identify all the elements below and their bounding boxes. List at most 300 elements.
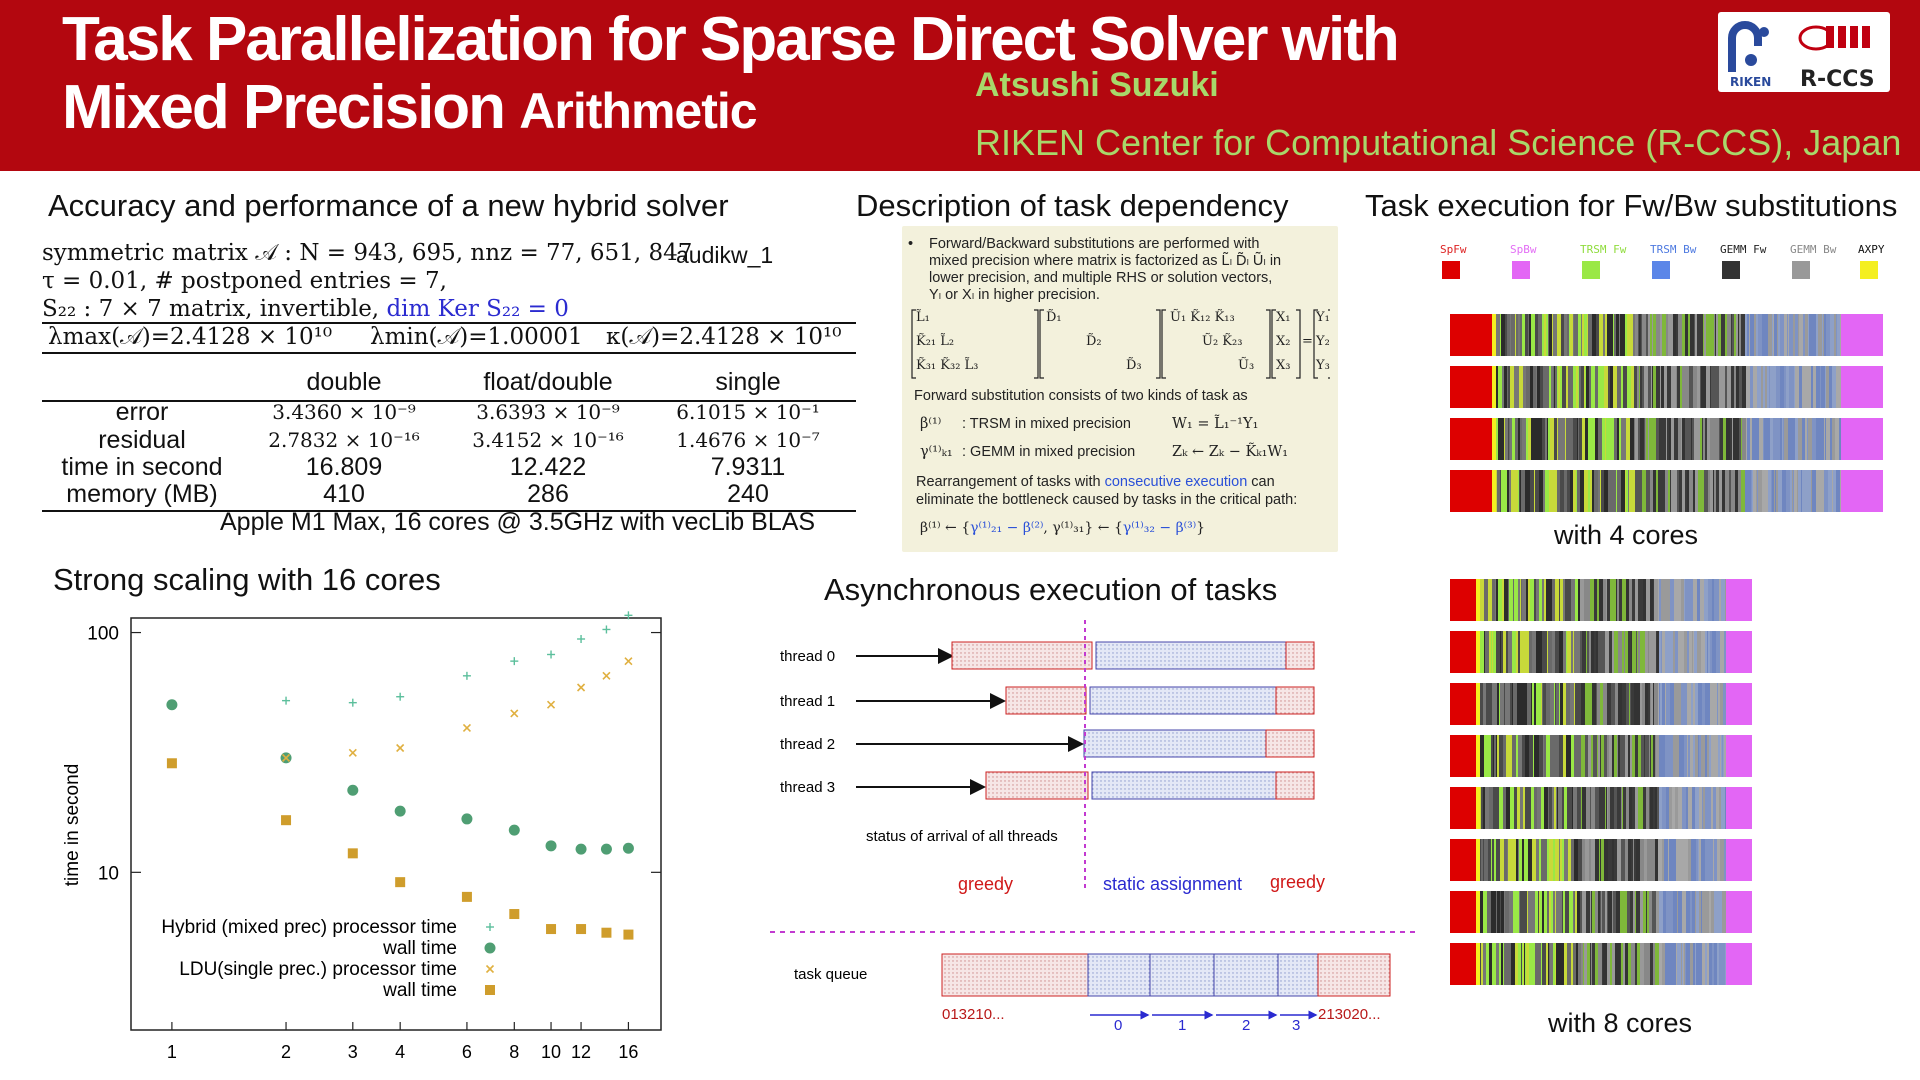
task-stripe xyxy=(1514,470,1518,512)
task-stripe xyxy=(1522,943,1523,985)
data-point-series-3 xyxy=(462,892,472,902)
task-stripe xyxy=(1602,314,1603,356)
task-stripe xyxy=(1830,418,1832,460)
task-stripe xyxy=(1601,891,1602,933)
spbw-block xyxy=(1726,891,1752,933)
task-stripe xyxy=(1731,366,1734,408)
task-stripe xyxy=(1645,735,1649,777)
task-stripe xyxy=(1526,579,1528,621)
task-stripe xyxy=(1497,470,1500,512)
task-stripe xyxy=(1566,418,1570,460)
task-stripe xyxy=(1574,314,1578,356)
task-stripe xyxy=(1570,683,1574,725)
formula-e: } xyxy=(1196,520,1206,536)
task-stripe xyxy=(1758,314,1761,356)
task-stripe xyxy=(1614,418,1617,460)
task-stripe xyxy=(1711,366,1714,408)
task-stripe xyxy=(1629,579,1632,621)
spbw-block xyxy=(1726,943,1752,985)
task-stripe xyxy=(1652,366,1653,408)
task-stripe xyxy=(1655,839,1658,881)
task-stripe xyxy=(1677,735,1679,777)
task-stripe xyxy=(1787,314,1788,356)
task-stripe xyxy=(1563,579,1565,621)
cell-memory-float: 286 xyxy=(527,480,569,508)
task-stripe xyxy=(1590,891,1591,933)
task-stripe xyxy=(1745,314,1747,356)
data-point-series-2 xyxy=(578,684,585,691)
task-stripe xyxy=(1669,943,1673,985)
task-stripe xyxy=(1637,631,1638,673)
task-stripe xyxy=(1635,943,1637,985)
task-stripe xyxy=(1480,631,1483,673)
task-stripe xyxy=(1557,470,1558,512)
task-stripe xyxy=(1518,839,1519,881)
task-stripe xyxy=(1523,891,1527,933)
task-stripe xyxy=(1629,787,1632,829)
task-stripe xyxy=(1566,366,1568,408)
task-stripe xyxy=(1537,735,1539,777)
task-stripe xyxy=(1527,683,1531,725)
task-stripe xyxy=(1509,735,1512,777)
task-stripe xyxy=(1698,683,1702,725)
task-stripe xyxy=(1704,579,1708,621)
task-stripe xyxy=(1680,366,1681,408)
task-stripe xyxy=(1549,943,1550,985)
task-stripe xyxy=(1577,418,1578,460)
task-stripe xyxy=(1822,314,1823,356)
queue-block-2 xyxy=(1214,954,1278,996)
task-stripe xyxy=(1610,891,1611,933)
task-stripe xyxy=(1618,631,1622,673)
task-stripe xyxy=(1706,314,1710,356)
task-stripe xyxy=(1623,418,1626,460)
task-stripe xyxy=(1634,418,1635,460)
rearrange-text-b: can xyxy=(1251,474,1275,490)
task-stripe xyxy=(1727,314,1731,356)
task-stripe xyxy=(1795,314,1798,356)
task-stripe xyxy=(1652,314,1653,356)
task-stripe xyxy=(1660,470,1664,512)
task-stripe xyxy=(1516,631,1518,673)
task-stripe xyxy=(1689,366,1693,408)
task-stripe xyxy=(1584,943,1587,985)
task-stripe xyxy=(1528,314,1529,356)
task-stripe xyxy=(1543,683,1545,725)
y-tick-label: 10 xyxy=(97,863,119,885)
task-stripe xyxy=(1639,366,1640,408)
task-stripe xyxy=(1501,891,1504,933)
lambda-max: λmax(𝒜)=2.4128 × 10¹⁰ xyxy=(48,324,333,350)
data-point-series-0 xyxy=(577,635,585,643)
task-stripe xyxy=(1489,683,1490,725)
task-stripe xyxy=(1549,891,1551,933)
task-stripe xyxy=(1723,839,1724,881)
task-stripe xyxy=(1816,470,1820,512)
task-stripe xyxy=(1591,891,1592,933)
task-stripe xyxy=(1560,891,1562,933)
task-stripe xyxy=(1665,470,1668,512)
task-stripe xyxy=(1614,839,1617,881)
task-stripe xyxy=(1669,839,1673,881)
task-stripe xyxy=(1548,418,1550,460)
task-stripe xyxy=(1582,839,1585,881)
task-stripe xyxy=(1723,787,1725,829)
desc-line-4: Yₗ or Xₗ in higher precision. xyxy=(929,287,1100,303)
task-stripe xyxy=(1681,735,1684,777)
task-stripe xyxy=(1654,579,1658,621)
task-stripe xyxy=(1700,579,1704,621)
task-stripe xyxy=(1497,683,1499,725)
task-stripe xyxy=(1503,943,1504,985)
task-stripe xyxy=(1525,470,1529,512)
task-stripe xyxy=(1701,366,1703,408)
task-stripe xyxy=(1722,891,1725,933)
task-stripe xyxy=(1625,943,1628,985)
task-stripe xyxy=(1544,787,1548,829)
task-stripe xyxy=(1610,943,1611,985)
task-stripe xyxy=(1652,631,1654,673)
task-stripe xyxy=(1809,470,1810,512)
task-stripe xyxy=(1533,366,1536,408)
gamma-desc: : GEMM in mixed precision xyxy=(962,444,1136,460)
task-stripe xyxy=(1539,470,1543,512)
task-stripe xyxy=(1481,943,1483,985)
task-stripe xyxy=(1648,366,1651,408)
task-stripe xyxy=(1693,943,1695,985)
task-stripe xyxy=(1690,735,1693,777)
task-stripe xyxy=(1569,787,1572,829)
spbw-block xyxy=(1726,735,1752,777)
task-stripe xyxy=(1768,470,1771,512)
task-stripe xyxy=(1632,579,1634,621)
task-stripe xyxy=(1643,579,1646,621)
task-stripe xyxy=(1649,418,1652,460)
task-stripe xyxy=(1489,631,1491,673)
task-stripe xyxy=(1602,418,1605,460)
task-stripe xyxy=(1620,891,1621,933)
task-stripe xyxy=(1506,735,1509,777)
task-stripe xyxy=(1545,839,1547,881)
task-stripe xyxy=(1666,314,1668,356)
task-stripe xyxy=(1527,891,1528,933)
task-stripe xyxy=(1525,787,1528,829)
task-stripe xyxy=(1659,683,1660,725)
task-stripe xyxy=(1791,418,1795,460)
task-stripe xyxy=(1597,579,1599,621)
task-stripe xyxy=(1700,943,1702,985)
task-stripe xyxy=(1600,891,1601,933)
task-stripe xyxy=(1717,943,1719,985)
task-stripe xyxy=(1747,418,1749,460)
x-tick-label: 2 xyxy=(281,1042,292,1062)
task-stripe xyxy=(1669,631,1673,673)
x-tick-label: 16 xyxy=(618,1042,639,1062)
task-stripe xyxy=(1706,683,1709,725)
task-stripe xyxy=(1804,366,1807,408)
task-stripe xyxy=(1798,314,1799,356)
task-stripe xyxy=(1570,418,1573,460)
task-stripe xyxy=(1746,366,1750,408)
legend-swatch-spfw xyxy=(1442,261,1460,279)
task-stripe xyxy=(1776,470,1778,512)
data-point-series-3 xyxy=(601,928,611,938)
task-stripe xyxy=(1538,683,1541,725)
task-stripe xyxy=(1681,418,1682,460)
formula-d: γ⁽¹⁾₃₂ − β⁽³⁾ xyxy=(1122,520,1197,536)
task-stripe xyxy=(1716,787,1719,829)
task-stripe xyxy=(1685,943,1686,985)
task-stripe xyxy=(1780,418,1781,460)
task-stripe xyxy=(1576,366,1578,408)
task-stripe xyxy=(1655,787,1657,829)
task-stripe xyxy=(1500,891,1501,933)
task-stripe xyxy=(1557,418,1558,460)
task-stripe xyxy=(1520,418,1522,460)
task-stripe xyxy=(1709,839,1713,881)
task-stripe xyxy=(1558,787,1562,829)
task-stripe xyxy=(1534,470,1535,512)
arrival-label: status of arrival of all threads xyxy=(866,828,1058,845)
task-stripe xyxy=(1660,683,1662,725)
beta-symbol: β⁽¹⁾ xyxy=(920,416,942,432)
axpy-block xyxy=(1492,366,1496,408)
timeline-row xyxy=(1450,314,1883,356)
task-stripe xyxy=(1718,314,1721,356)
task-stripe xyxy=(1483,839,1484,881)
task-stripe xyxy=(1682,366,1686,408)
task-stripe xyxy=(1832,366,1833,408)
task-stripe xyxy=(1583,943,1584,985)
x-tick-label: 12 xyxy=(571,1042,592,1062)
task-stripe xyxy=(1586,631,1587,673)
task-stripe xyxy=(1765,366,1767,408)
task-stripe xyxy=(1625,314,1627,356)
x-tick-label: 3 xyxy=(347,1042,358,1062)
task-stripe xyxy=(1647,839,1651,881)
task-stripe xyxy=(1714,943,1717,985)
legend-label-trsm-fw: TRSM Fw xyxy=(1580,243,1627,256)
thread-3-greedy xyxy=(986,772,1088,799)
task-stripe xyxy=(1507,839,1508,881)
task-stripe xyxy=(1531,418,1532,460)
task-stripe xyxy=(1714,470,1716,512)
task-stripe xyxy=(1652,418,1653,460)
task-stripe xyxy=(1625,470,1626,512)
task-stripe xyxy=(1678,787,1682,829)
task-stripe xyxy=(1624,683,1626,725)
rearrange-text-a: Rearrangement of tasks with xyxy=(916,474,1101,490)
task-stripe xyxy=(1573,787,1577,829)
task-stripe xyxy=(1645,418,1646,460)
task-stripe xyxy=(1491,631,1492,673)
task-stripe xyxy=(1808,314,1809,356)
task-stripe xyxy=(1816,418,1820,460)
task-stripe xyxy=(1710,314,1714,356)
task-stripe xyxy=(1483,787,1485,829)
cell-time-double: 16.809 xyxy=(305,453,383,481)
task-stripe xyxy=(1687,735,1688,777)
task-stripe xyxy=(1574,631,1576,673)
task-stripe xyxy=(1563,631,1566,673)
task-stripe xyxy=(1599,787,1601,829)
task-stripe xyxy=(1548,631,1552,673)
task-stripe xyxy=(1820,470,1824,512)
task-stripe xyxy=(1672,891,1673,933)
task-stripe xyxy=(1648,683,1649,725)
task-stripe xyxy=(1759,418,1763,460)
task-stripe xyxy=(1703,418,1705,460)
task-stripe xyxy=(1545,470,1549,512)
task-stripe xyxy=(1771,470,1772,512)
task-stripe xyxy=(1617,579,1619,621)
task-stripe xyxy=(1519,839,1522,881)
spbw-block xyxy=(1726,839,1752,881)
task-stripe xyxy=(1720,839,1723,881)
hardware-footnote: Apple M1 Max, 16 cores @ 3.5GHz with vecLib BLAS xyxy=(220,508,816,536)
task-stripe xyxy=(1508,631,1512,673)
task-stripe xyxy=(1534,735,1536,777)
task-stripe xyxy=(1637,366,1639,408)
task-stripe xyxy=(1507,470,1509,512)
task-stripe xyxy=(1809,314,1811,356)
task-stripe xyxy=(1571,943,1573,985)
task-stripe xyxy=(1641,314,1642,356)
data-point-series-2 xyxy=(397,745,404,752)
task-stripe xyxy=(1668,470,1670,512)
task-stripe xyxy=(1581,787,1582,829)
task-stripe xyxy=(1646,314,1648,356)
task-stripe xyxy=(1673,314,1676,356)
task-stripe xyxy=(1600,683,1602,725)
task-stripe xyxy=(1697,631,1701,673)
task-stripe xyxy=(1624,631,1625,673)
task-stripe xyxy=(1834,314,1836,356)
task-stripe xyxy=(1607,579,1610,621)
task-stripe xyxy=(1526,366,1530,408)
task-stripe xyxy=(1731,470,1735,512)
task-stripe xyxy=(1528,943,1529,985)
task-stripe xyxy=(1513,683,1516,725)
task-stripe xyxy=(1688,314,1690,356)
task-stripe xyxy=(1622,787,1623,829)
task-stripe xyxy=(1529,631,1532,673)
task-stripe xyxy=(1614,631,1618,673)
data-point-series-1 xyxy=(461,813,472,824)
task-stripe xyxy=(1627,891,1630,933)
task-stripe xyxy=(1576,943,1578,985)
data-point-series-1 xyxy=(166,699,177,710)
task-stripe xyxy=(1562,366,1566,408)
task-stripe xyxy=(1632,631,1633,673)
task-stripe xyxy=(1670,683,1674,725)
vec-X2: X₂ xyxy=(1276,334,1291,349)
data-point-series-1 xyxy=(395,806,406,817)
task-stripe xyxy=(1772,470,1774,512)
task-stripe xyxy=(1501,470,1503,512)
task-stripe xyxy=(1516,683,1517,725)
task-stripe xyxy=(1689,418,1691,460)
task-stripe xyxy=(1648,418,1649,460)
task-stripe xyxy=(1570,366,1573,408)
cell-residual-double: 2.7832 × 10⁻¹⁶ xyxy=(268,428,420,452)
task-stripe xyxy=(1613,314,1614,356)
task-stripe xyxy=(1828,470,1832,512)
task-stripe xyxy=(1793,366,1794,408)
queue-left-ids: 013210... xyxy=(942,1006,1005,1023)
task-stripe xyxy=(1722,470,1725,512)
task-stripe xyxy=(1534,787,1537,829)
task-stripe xyxy=(1666,891,1670,933)
timeline-row xyxy=(1450,735,1752,777)
task-stripe xyxy=(1659,943,1662,985)
task-stripe xyxy=(1603,943,1607,985)
task-stripe xyxy=(1603,579,1606,621)
legend-swatch-trsm-bw xyxy=(1652,261,1670,279)
task-stripe xyxy=(1719,943,1721,985)
spfw-block xyxy=(1450,470,1492,512)
task-stripe xyxy=(1480,787,1481,829)
task-stripe xyxy=(1683,943,1684,985)
task-stripe xyxy=(1493,735,1494,777)
task-stripe xyxy=(1725,470,1729,512)
task-stripe xyxy=(1653,418,1656,460)
task-stripe xyxy=(1696,839,1698,881)
task-stripe xyxy=(1550,943,1553,985)
task-stripe xyxy=(1616,470,1617,512)
data-point-series-1 xyxy=(509,825,520,836)
task-stripe xyxy=(1557,314,1561,356)
bullet: • xyxy=(908,236,914,252)
task-stripe xyxy=(1627,314,1631,356)
task-stripe xyxy=(1542,735,1543,777)
y-axis-label: time in second xyxy=(62,763,83,887)
queue-index-2: 2 xyxy=(1242,1017,1251,1034)
axpy-block xyxy=(1476,891,1480,933)
task-stripe xyxy=(1532,943,1535,985)
task-stripe xyxy=(1681,683,1683,725)
task-stripe xyxy=(1548,787,1549,829)
task-stripe xyxy=(1811,366,1813,408)
task-stripe xyxy=(1493,631,1496,673)
queue-greedy-left xyxy=(942,954,1088,996)
task-stripe xyxy=(1710,418,1711,460)
task-stripe xyxy=(1615,314,1616,356)
task-stripe xyxy=(1673,735,1677,777)
task-stripe xyxy=(1693,579,1697,621)
task-stripe xyxy=(1549,366,1551,408)
task-stripe xyxy=(1510,683,1512,725)
task-stripe xyxy=(1552,579,1555,621)
task-stripe xyxy=(1614,735,1615,777)
task-stripe xyxy=(1722,735,1723,777)
task-stripe xyxy=(1485,631,1489,673)
task-stripe xyxy=(1614,787,1615,829)
task-stripe xyxy=(1592,891,1595,933)
task-stripe xyxy=(1702,418,1703,460)
task-stripe xyxy=(1573,943,1575,985)
task-stripe xyxy=(1820,366,1821,408)
task-stripe xyxy=(1711,735,1714,777)
task-stripe xyxy=(1713,683,1717,725)
task-stripe xyxy=(1595,366,1598,408)
task-stripe xyxy=(1678,683,1679,725)
task-stripe xyxy=(1766,314,1768,356)
task-stripe xyxy=(1563,735,1566,777)
task-stripe xyxy=(1512,631,1516,673)
task-stripe xyxy=(1674,579,1676,621)
task-stripe xyxy=(1561,943,1564,985)
